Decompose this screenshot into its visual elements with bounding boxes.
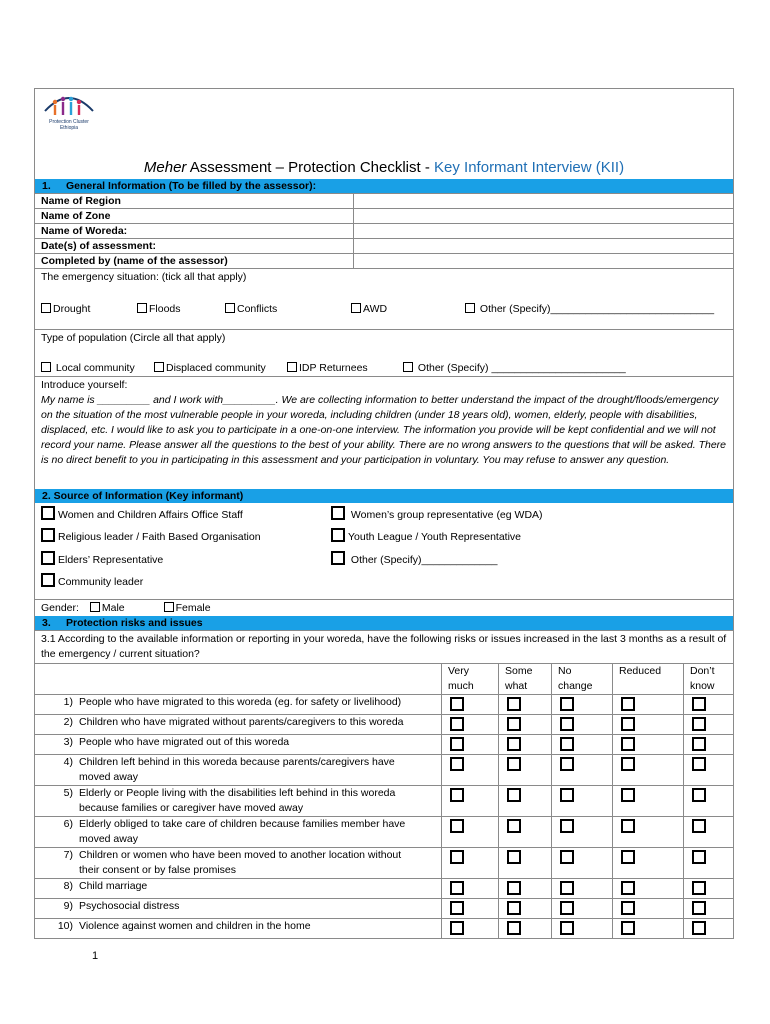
info-value-assessor[interactable]: [354, 254, 734, 269]
option-local-label: Local community: [53, 362, 135, 374]
col-reduced-l1: Reduced: [619, 665, 662, 677]
checkbox-icon[interactable]: [692, 921, 706, 935]
checkbox-icon[interactable]: [692, 881, 706, 895]
checkbox-icon[interactable]: [560, 850, 574, 864]
risk-choice-cell[interactable]: [613, 848, 684, 879]
risks-header-row: [35, 664, 734, 695]
risk-item: [35, 735, 442, 755]
checkbox-icon[interactable]: [621, 881, 635, 895]
checkbox-icon[interactable]: [450, 881, 464, 895]
risk-item: [35, 919, 442, 939]
option-floods-label: Floods: [149, 303, 181, 315]
info-label-assessor: Completed by (name of the assessor): [35, 254, 354, 269]
source-elders-label: Elders’ Representative: [58, 554, 164, 566]
population-options: [41, 361, 727, 376]
risk-choice-cell[interactable]: [684, 879, 734, 899]
source-other-label: Other (Specify)_____________: [348, 554, 498, 566]
source-youth[interactable]: [331, 528, 521, 543]
table-row: [35, 848, 734, 879]
risk-choice-cell[interactable]: [613, 879, 684, 899]
source-elders[interactable]: [41, 551, 163, 566]
section-1-label: General Information (To be filled by the assessor):: [66, 180, 317, 192]
checkbox-icon[interactable]: [41, 506, 55, 520]
risk-choice-cell[interactable]: [684, 695, 734, 715]
risk-item: [35, 848, 442, 879]
checkbox-icon[interactable]: [507, 757, 521, 771]
risks-table: [34, 663, 734, 939]
risk-choice-cell[interactable]: [442, 848, 499, 879]
risk-item: [35, 755, 442, 786]
risk-choice-cell[interactable]: [613, 695, 684, 715]
risk-text: Children who have migrated without parents/caregivers to this woreda: [79, 716, 404, 728]
risk-text: Elderly or People living with the disabilities left behind in this woreda because families or caregiver have moved away: [79, 787, 396, 814]
gender-male-label: Male: [101, 602, 125, 614]
section-1-header: [34, 179, 734, 193]
checkbox-icon[interactable]: [621, 697, 635, 711]
risk-choice-cell[interactable]: [613, 755, 684, 786]
col-dont-know-l2: know: [690, 680, 715, 692]
introduce-label: Introduce yourself:: [41, 379, 128, 391]
checkbox-icon[interactable]: [560, 921, 574, 935]
source-community-leader[interactable]: [41, 573, 143, 588]
table-row: [35, 755, 734, 786]
table-row: [35, 735, 734, 755]
checkbox-icon[interactable]: [692, 819, 706, 833]
checkbox-icon[interactable]: [507, 850, 521, 864]
emergency-section: [34, 269, 734, 330]
gender-row: [34, 599, 734, 616]
checkbox-icon[interactable]: [507, 788, 521, 802]
table-row: [35, 715, 734, 735]
checkbox-icon[interactable]: [621, 901, 635, 915]
logo-line2: Ethiopia: [59, 125, 79, 131]
checkbox-icon[interactable]: [351, 303, 361, 313]
risk-text: Violence against women and children in the home: [79, 920, 311, 932]
col-reduced: [613, 664, 684, 695]
title-main: Assessment – Protection Checklist -: [186, 159, 435, 176]
risk-choice-cell[interactable]: [499, 715, 552, 735]
option-awd[interactable]: [351, 302, 387, 317]
checkbox-icon[interactable]: [560, 697, 574, 711]
risk-choice-cell[interactable]: [684, 817, 734, 848]
option-idp-label: IDP Returnees: [299, 362, 368, 374]
gender-female[interactable]: [164, 602, 211, 614]
risk-choice-cell[interactable]: [552, 919, 613, 939]
risk-choice-cell[interactable]: [552, 899, 613, 919]
checkbox-icon[interactable]: [465, 303, 475, 313]
table-row: [35, 899, 734, 919]
risk-item: [35, 715, 442, 735]
risk-choice-cell[interactable]: [442, 695, 499, 715]
risk-item: [35, 899, 442, 919]
risk-choice-cell[interactable]: [552, 695, 613, 715]
checkbox-icon[interactable]: [90, 602, 100, 612]
checkbox-icon[interactable]: [507, 697, 521, 711]
form-page: [34, 88, 734, 939]
checkbox-icon[interactable]: [450, 850, 464, 864]
checkbox-icon[interactable]: [287, 362, 297, 372]
checkbox-icon[interactable]: [450, 901, 464, 915]
option-awd-label: AWD: [363, 303, 388, 315]
risk-choice-cell[interactable]: [442, 919, 499, 939]
checkbox-icon[interactable]: [692, 697, 706, 711]
source-womens-group[interactable]: [331, 506, 543, 521]
risk-choice-cell[interactable]: [442, 786, 499, 817]
col-dont-know: [684, 664, 734, 695]
risk-choice-cell[interactable]: [499, 695, 552, 715]
risk-choice-cell[interactable]: [552, 848, 613, 879]
checkbox-icon[interactable]: [331, 528, 345, 542]
checkbox-icon[interactable]: [164, 602, 174, 612]
risk-choice-cell[interactable]: [613, 817, 684, 848]
section-2-header: [34, 489, 734, 503]
checkbox-icon[interactable]: [692, 788, 706, 802]
risk-choice-cell[interactable]: [684, 848, 734, 879]
option-other-label: Other (Specify)____________________________: [477, 303, 715, 315]
checkbox-icon[interactable]: [331, 506, 345, 520]
risk-choice-cell[interactable]: [684, 735, 734, 755]
col-somewhat: [499, 664, 552, 695]
risk-number: 2): [63, 716, 73, 728]
risk-choice-cell[interactable]: [499, 879, 552, 899]
info-label-region: Name of Region: [35, 194, 354, 209]
checkbox-icon[interactable]: [450, 921, 464, 935]
checkbox-icon[interactable]: [560, 737, 574, 751]
risk-item: [35, 786, 442, 817]
checkbox-icon[interactable]: [41, 573, 55, 587]
risk-choice-cell[interactable]: [552, 755, 613, 786]
checkbox-icon[interactable]: [560, 757, 574, 771]
risk-choice-cell[interactable]: [442, 817, 499, 848]
population-section: [34, 330, 734, 376]
risk-text: Elderly obliged to take care of children because families member have moved away: [79, 818, 406, 845]
option-conflicts-label: Conflicts: [237, 303, 278, 315]
checkbox-icon[interactable]: [331, 551, 345, 565]
info-value-region[interactable]: [354, 194, 734, 209]
info-row: [35, 209, 734, 224]
checkbox-icon[interactable]: [560, 881, 574, 895]
checkbox-icon[interactable]: [225, 303, 235, 313]
col-no-change: [552, 664, 613, 695]
option-local[interactable]: [41, 361, 135, 376]
risk-choice-cell[interactable]: [613, 715, 684, 735]
checkbox-icon[interactable]: [403, 362, 413, 372]
risk-item: [35, 817, 442, 848]
introduce-section: [34, 376, 734, 489]
source-religious[interactable]: [41, 528, 261, 543]
risk-choice-cell[interactable]: [552, 715, 613, 735]
option-other[interactable]: [465, 302, 714, 317]
table-row: [35, 879, 734, 899]
risk-choice-cell[interactable]: [613, 786, 684, 817]
gender-label: Gender:: [41, 602, 79, 614]
table-row: [35, 695, 734, 715]
option-idp[interactable]: [287, 361, 368, 376]
option-pop-other-label: Other (Specify) _______________________: [415, 362, 626, 374]
info-value-woreda[interactable]: [354, 224, 734, 239]
checkbox-icon[interactable]: [692, 717, 706, 731]
risk-choice-cell[interactable]: [499, 755, 552, 786]
info-row: [35, 239, 734, 254]
risk-choice-cell[interactable]: [613, 919, 684, 939]
risk-choice-cell[interactable]: [684, 899, 734, 919]
risk-choice-cell[interactable]: [499, 735, 552, 755]
risk-choice-cell[interactable]: [442, 879, 499, 899]
section-3-number: 3.: [42, 617, 51, 629]
checkbox-icon[interactable]: [450, 819, 464, 833]
risk-number: 4): [63, 756, 73, 768]
checkbox-icon[interactable]: [560, 819, 574, 833]
risk-text: Children or women who have been moved to another location without their consent or by false promises: [79, 849, 402, 876]
col-no-change-l2: change: [558, 680, 593, 692]
page-number: 1: [92, 950, 99, 962]
info-row: [35, 194, 734, 209]
info-label-woreda: Name of Woreda:: [35, 224, 354, 239]
col-somewhat-l1: Some: [505, 665, 533, 677]
checkbox-icon[interactable]: [41, 551, 55, 565]
header: [34, 88, 734, 157]
risk-text: People who have migrated to this woreda (eg. for safety or livelihood): [79, 696, 402, 708]
checkbox-icon[interactable]: [507, 881, 521, 895]
gender-male[interactable]: [90, 602, 125, 614]
checkbox-icon[interactable]: [450, 737, 464, 751]
risk-number: 1): [63, 696, 73, 708]
checkbox-icon[interactable]: [450, 757, 464, 771]
checkbox-icon[interactable]: [692, 737, 706, 751]
risk-choice-cell[interactable]: [552, 786, 613, 817]
source-other[interactable]: [331, 551, 497, 566]
option-floods[interactable]: [137, 302, 181, 317]
risk-text: Child marriage: [79, 880, 148, 892]
risk-item: [35, 879, 442, 899]
checkbox-icon[interactable]: [41, 528, 55, 542]
gender-female-label: Female: [175, 602, 211, 614]
checkbox-icon[interactable]: [450, 717, 464, 731]
introduce-text: My name is _________ and I work with_________. We are collecting information to better understand the impact of the drought/floods/emergency on the situation of the most vulnerable people in your woreda, including children (under 18 years old), women, elderly, people with disabilities, displaced, etc. I would like to ask you to participate in a one-on-one interview. The information you provide will be kept confidential and we will not record your name. Please answer all the questions to the best of your ability. There are no wrong answers to the questions that will be asked. There is no direct benefit to you in participating in this assessment and your participation in voluntary. You may refuse to answer any question.: [41, 394, 727, 466]
checkbox-icon[interactable]: [154, 362, 164, 372]
checkbox-icon[interactable]: [692, 850, 706, 864]
checkbox-icon[interactable]: [450, 697, 464, 711]
checkbox-icon[interactable]: [507, 717, 521, 731]
info-value-date[interactable]: [354, 239, 734, 254]
risk-choice-cell[interactable]: [552, 735, 613, 755]
col-very-much: [442, 664, 499, 695]
source-women-children[interactable]: [41, 506, 243, 521]
risk-choice-cell[interactable]: [684, 715, 734, 735]
risks-header-blank: [35, 664, 442, 695]
risk-item: [35, 695, 442, 715]
col-no-change-l1: No: [558, 665, 572, 677]
risk-choice-cell[interactable]: [552, 879, 613, 899]
risk-choice-cell[interactable]: [442, 899, 499, 919]
option-pop-other[interactable]: [403, 361, 626, 376]
section-2-label: 2. Source of Information (Key informant): [42, 490, 244, 502]
table-row: [35, 817, 734, 848]
col-somewhat-l2: what: [505, 680, 528, 692]
title-italic: Meher: [143, 159, 187, 176]
risk-choice-cell[interactable]: [684, 919, 734, 939]
risk-choice-cell[interactable]: [684, 755, 734, 786]
risk-number: 9): [63, 900, 73, 912]
checkbox-icon[interactable]: [692, 757, 706, 771]
risk-number: 7): [63, 849, 73, 861]
checkbox-icon[interactable]: [621, 717, 635, 731]
risk-number: 8): [63, 880, 73, 892]
risk-choice-cell[interactable]: [499, 899, 552, 919]
checkbox-icon[interactable]: [560, 717, 574, 731]
source-women-children-label: Women and Children Affairs Office Staff: [58, 509, 243, 521]
checkbox-icon[interactable]: [507, 901, 521, 915]
checkbox-icon[interactable]: [621, 788, 635, 802]
population-label: Type of population (Circle all that apply): [41, 332, 226, 344]
table-row: [35, 919, 734, 939]
risk-choice-cell[interactable]: [684, 786, 734, 817]
info-label-date: Date(s) of assessment:: [35, 239, 354, 254]
emergency-options: [41, 302, 727, 317]
checkbox-icon[interactable]: [692, 901, 706, 915]
checkbox-icon[interactable]: [560, 788, 574, 802]
risk-choice-cell[interactable]: [499, 817, 552, 848]
checkbox-icon[interactable]: [621, 757, 635, 771]
col-very-much-l1: Very: [448, 665, 470, 677]
section-3-label: Protection risks and issues: [66, 617, 203, 629]
checkbox-icon[interactable]: [507, 819, 521, 833]
emergency-label: The emergency situation: (tick all that apply): [41, 271, 247, 283]
col-very-much-l2: much: [448, 680, 474, 692]
info-row: [35, 254, 734, 269]
checkbox-icon[interactable]: [621, 921, 635, 935]
sources-section: [34, 503, 734, 599]
risk-choice-cell[interactable]: [442, 715, 499, 735]
risk-text: Psychosocial distress: [79, 900, 180, 912]
source-religious-label: Religious leader / Faith Based Organisation: [58, 531, 261, 543]
checkbox-icon[interactable]: [41, 303, 51, 313]
page-title: [34, 157, 734, 179]
risk-text: People who have migrated out of this woreda: [79, 736, 290, 748]
option-displaced-label: Displaced community: [166, 362, 266, 374]
option-conflicts[interactable]: [225, 302, 277, 317]
option-drought[interactable]: [41, 302, 90, 317]
risk-choice-cell[interactable]: [552, 817, 613, 848]
general-info-table: [34, 193, 734, 269]
logo-line1: Protection Cluster: [49, 119, 89, 125]
checkbox-icon[interactable]: [507, 921, 521, 935]
source-community-leader-label: Community leader: [58, 576, 144, 588]
checkbox-icon[interactable]: [560, 901, 574, 915]
risk-number: 3): [63, 736, 73, 748]
info-label-zone: Name of Zone: [35, 209, 354, 224]
risk-choice-cell[interactable]: [613, 735, 684, 755]
risk-number: 6): [63, 818, 73, 830]
table-row: [35, 786, 734, 817]
option-displaced[interactable]: [154, 361, 266, 376]
checkbox-icon[interactable]: [621, 850, 635, 864]
risk-choice-cell[interactable]: [442, 755, 499, 786]
section-1-number: 1.: [42, 180, 51, 192]
section-3-header: [34, 616, 734, 630]
info-row: [35, 224, 734, 239]
risk-choice-cell[interactable]: [442, 735, 499, 755]
source-womens-group-label: Women’s group representative (eg WDA): [348, 509, 543, 521]
option-drought-label: Drought: [53, 303, 91, 315]
risk-choice-cell[interactable]: [499, 786, 552, 817]
checkbox-icon[interactable]: [621, 737, 635, 751]
risk-choice-cell[interactable]: [499, 848, 552, 879]
risk-number: 10): [57, 920, 73, 932]
checkbox-icon[interactable]: [621, 819, 635, 833]
risk-text: Children left behind in this woreda because parents/caregivers have moved away: [79, 756, 395, 783]
info-value-zone[interactable]: [354, 209, 734, 224]
risk-choice-cell[interactable]: [499, 919, 552, 939]
source-youth-label: Youth League / Youth Representative: [348, 531, 522, 543]
checkbox-icon[interactable]: [450, 788, 464, 802]
col-dont-know-l1: Don’t: [690, 665, 715, 677]
risk-choice-cell[interactable]: [613, 899, 684, 919]
question-3-1: 3.1 According to the available information or reporting in your woreda, have the following risks or issues increased in the last 3 months as a result of the emergency / current situation?: [34, 630, 734, 663]
logo-text: [41, 119, 97, 131]
risk-number: 5): [63, 787, 73, 799]
title-blue: Key Informant Interview (KII): [434, 159, 625, 176]
checkbox-icon[interactable]: [41, 362, 51, 372]
checkbox-icon[interactable]: [137, 303, 147, 313]
checkbox-icon[interactable]: [507, 737, 521, 751]
